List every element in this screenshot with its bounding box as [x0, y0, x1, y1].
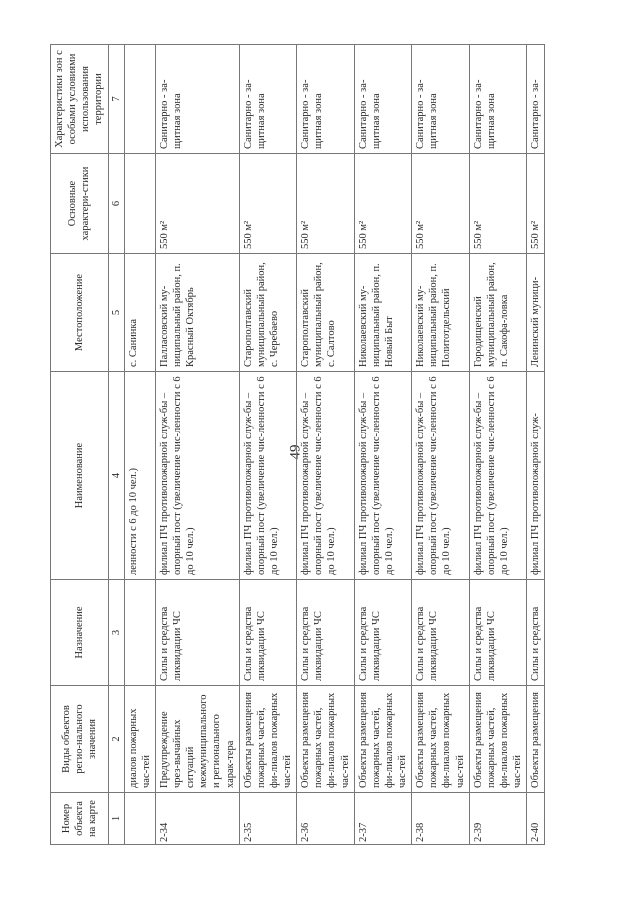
- rotated-table-container: [50, 45, 590, 845]
- cell-object-type: Объекты размещения пожарных частей, фи-лиалов пожарных час-тей: [297, 686, 355, 793]
- column-number: 5: [108, 254, 124, 372]
- column-number: 2: [108, 686, 124, 793]
- column-number: 7: [108, 45, 124, 154]
- cell-zone: Санитарно - за-щитная зона: [297, 45, 355, 154]
- cell-characteristics: 550 м²: [354, 154, 412, 254]
- cell-number: 2-40: [527, 793, 545, 845]
- cell-characteristics: 550 м²: [412, 154, 470, 254]
- cell-location: Старополтавский муниципальный район, с. Салтово: [297, 254, 355, 372]
- table-row: [354, 45, 412, 845]
- cell-purpose: Силы и средства ликвидации ЧС: [155, 580, 239, 686]
- header-object-type: Виды объектов регио-нального значения: [51, 686, 109, 793]
- cell-name: филиал ПЧ противопожарной служ-бы – опорный пост (увеличение чис-ленности с 6 до 10 чел.): [354, 372, 412, 580]
- cell-purpose: Силы и средства: [527, 580, 545, 686]
- column-number: 1: [108, 793, 124, 845]
- cell-location: Николаевский му-ниципальный район, п. Политотдельский: [412, 254, 470, 372]
- cell-zone: Санитарно - за-щитная зона: [239, 45, 297, 154]
- cell-characteristics: 550 м²: [155, 154, 239, 254]
- cell-object-type: диалов пожарных час-тей: [124, 686, 155, 793]
- cell-location: Палласовский му-ниципальный район, п. Красный Октябрь: [155, 254, 239, 372]
- cell-name: филиал ПЧ противопожарной служ-бы – опорный пост (увеличение чис-ленности с 6 до 10 чел.): [239, 372, 297, 580]
- cell-number: [124, 793, 155, 845]
- cell-zone: Санитарно - за-щитная зона: [469, 45, 527, 154]
- cell-number: 2-34: [155, 793, 239, 845]
- cell-zone: Санитарно - за-: [527, 45, 545, 154]
- cell-name: ленности с 6 до 10 чел.): [124, 372, 155, 580]
- cell-object-type: Объекты размещения пожарных частей, фи-лиалов пожарных час-тей: [239, 686, 297, 793]
- cell-name: филиал ПЧ противопожарной служ-бы – опорный пост (увеличение чис-ленности с 6 до 10 чел.): [297, 372, 355, 580]
- cell-characteristics: 550 м²: [297, 154, 355, 254]
- table-row: [412, 45, 470, 845]
- column-number: 6: [108, 154, 124, 254]
- cell-location: Ленинский муници-: [527, 254, 545, 372]
- cell-characteristics: 550 м²: [469, 154, 527, 254]
- table-row: [527, 45, 545, 845]
- cell-purpose: Силы и средства ликвидации ЧС: [297, 580, 355, 686]
- cell-zone: Санитарно - за-щитная зона: [412, 45, 470, 154]
- cell-object-type: Объекты размещения пожарных частей, фи-лиалов пожарных час-тей: [354, 686, 412, 793]
- column-number: 4: [108, 372, 124, 580]
- cell-location: Старополтавский муниципальный район, с. Черебаево: [239, 254, 297, 372]
- cell-number: 2-39: [469, 793, 527, 845]
- cell-number: 2-36: [297, 793, 355, 845]
- header-name: Наименование: [51, 372, 109, 580]
- cell-number: 2-37: [354, 793, 412, 845]
- table-row: [155, 45, 239, 845]
- cell-characteristics: [124, 154, 155, 254]
- table-row: [239, 45, 297, 845]
- table-row: [297, 45, 355, 845]
- cell-location: Николаевский му-ниципальный район, п. Новый Быт: [354, 254, 412, 372]
- cell-number: 2-38: [412, 793, 470, 845]
- cell-object-type: Объекты размещения пожарных частей, фи-лиалов пожарных час-тей: [469, 686, 527, 793]
- header-number: Номер объекта на карте: [51, 793, 109, 845]
- cell-location: с. Санинка: [124, 254, 155, 372]
- header-characteristics: Основные характери-стики: [51, 154, 109, 254]
- header-row: [51, 45, 109, 845]
- cell-zone: [124, 45, 155, 154]
- cell-zone: Санитарно - за-щитная зона: [354, 45, 412, 154]
- column-number-row: [108, 45, 124, 845]
- cell-name: филиал ПЧ противопожарной служ-бы – опорный пост (увеличение чис-ленности с 6 до 10 чел.): [412, 372, 470, 580]
- cell-characteristics: 550 м²: [239, 154, 297, 254]
- cell-number: 2-35: [239, 793, 297, 845]
- cell-purpose: Силы и средства ликвидации ЧС: [412, 580, 470, 686]
- header-zone: Характеристики зон с особыми условиями использования территории: [51, 45, 109, 154]
- cell-purpose: Силы и средства ликвидации ЧС: [354, 580, 412, 686]
- cell-object-type: Объекты размещения: [527, 686, 545, 793]
- continuation-row: [124, 45, 155, 845]
- page-number: 49: [287, 444, 304, 460]
- cell-name: филиал ПЧ противопожарной служ-бы – опорный пост (увеличение чис-ленности с 6 до 10 чел.): [469, 372, 527, 580]
- header-location: Местоположение: [51, 254, 109, 372]
- column-number: 3: [108, 580, 124, 686]
- header-purpose: Назначение: [51, 580, 109, 686]
- cell-object-type: Объекты размещения пожарных частей, фи-лиалов пожарных час-тей: [412, 686, 470, 793]
- cell-name: филиал ПЧ противопожарной служ-: [527, 372, 545, 580]
- objects-table: [50, 44, 545, 845]
- table-row: [469, 45, 527, 845]
- cell-purpose: Силы и средства ликвидации ЧС: [239, 580, 297, 686]
- cell-purpose: [124, 580, 155, 686]
- cell-name: филиал ПЧ противопожарной служ-бы – опорный пост (увеличение чис-ленности с 6 до 10 чел.): [155, 372, 239, 580]
- cell-zone: Санитарно - за-щитная зона: [155, 45, 239, 154]
- cell-purpose: Силы и средства ликвидации ЧС: [469, 580, 527, 686]
- cell-location: Городищенский муниципальный район, п. Сакофа-ловка: [469, 254, 527, 372]
- cell-object-type: Предупреждение чрез-вычайных ситуаций межмуниципального и регионального харак-тера: [155, 686, 239, 793]
- cell-characteristics: 550 м²: [527, 154, 545, 254]
